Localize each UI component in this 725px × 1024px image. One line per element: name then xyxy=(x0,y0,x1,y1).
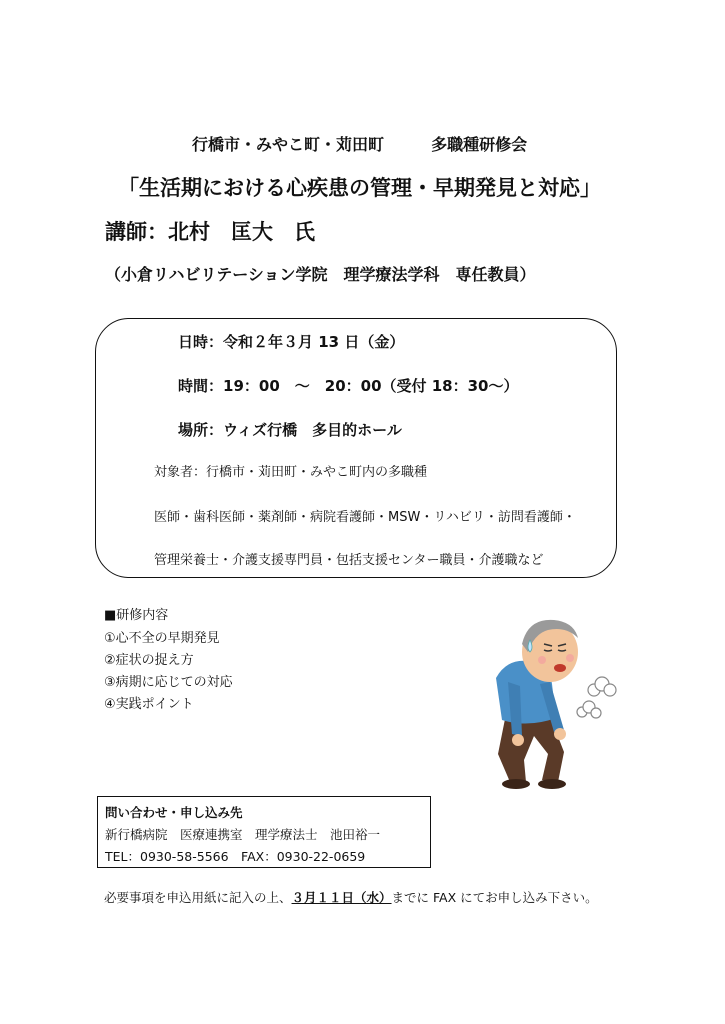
place-value: ウィズ行橋 多目的ホール xyxy=(223,421,402,439)
event-type: 多職種研修会 xyxy=(431,135,528,154)
event-time xyxy=(178,375,518,396)
lecturer-label: 講師： xyxy=(105,220,168,244)
place-label: 場所： xyxy=(178,421,224,439)
lecturer-affiliation: （小倉リハビリテーション学院 理学療法学科 専任教員） xyxy=(105,265,536,284)
event-place xyxy=(178,419,402,440)
note-suffix: までに FAX にてお申し込み下さい。 xyxy=(391,890,598,905)
contact-box xyxy=(97,796,431,868)
event-header xyxy=(192,132,527,155)
event-professions-line-1: 医師・歯科医師・薬剤師・病院看護師・MSW・リハビリ・訪問看護師・ xyxy=(154,510,576,525)
event-professions-line-2: 管理栄養士・介護支援専門員・包括支援センター職員・介護職など xyxy=(154,553,544,568)
training-heading: ■研修内容 xyxy=(104,608,169,623)
training-item: ②症状の捉え方 xyxy=(104,653,194,668)
contact-organization: 新行橋病院 医療連携室 理学療法士 池田裕一 xyxy=(105,827,381,842)
lecturer-name: 北村 匡大 氏 xyxy=(168,220,315,244)
contact-heading: 問い合わせ・申し込み先 xyxy=(105,805,243,820)
application-note xyxy=(104,888,598,906)
note-prefix: 必要事項を申込用紙に記入の上、 xyxy=(104,890,292,905)
event-date xyxy=(178,331,404,352)
training-item: ④実践ポイント xyxy=(104,697,194,712)
event-audience: 対象者：行橋市・苅田町・みやこ町内の多職種 xyxy=(154,465,428,480)
breath-puff-icon xyxy=(577,677,616,718)
page-title: 「生活期における心疾患の管理・早期発見と対応」 xyxy=(118,176,601,200)
time-label: 時間： xyxy=(178,377,224,395)
event-details-box xyxy=(95,318,617,578)
date-label: 日時： xyxy=(178,333,224,351)
tired-elderly-man-illustration xyxy=(478,604,628,794)
training-item: ①心不全の早期発見 xyxy=(104,631,220,646)
lecturer xyxy=(105,216,315,246)
organizers: 行橋市・みやこ町・苅田町 xyxy=(192,135,385,154)
date-value: 令和２年３月 13 日（金） xyxy=(223,333,405,351)
deadline-date: ３月１１日（水） xyxy=(291,890,392,905)
contact-phone-fax: TEL：0930-58-5566 FAX：0930-22-0659 xyxy=(105,849,366,864)
time-value: 19：00 ～ 20：00（受付 18：30～） xyxy=(223,377,519,395)
training-item: ③病期に応じての対応 xyxy=(104,675,233,690)
